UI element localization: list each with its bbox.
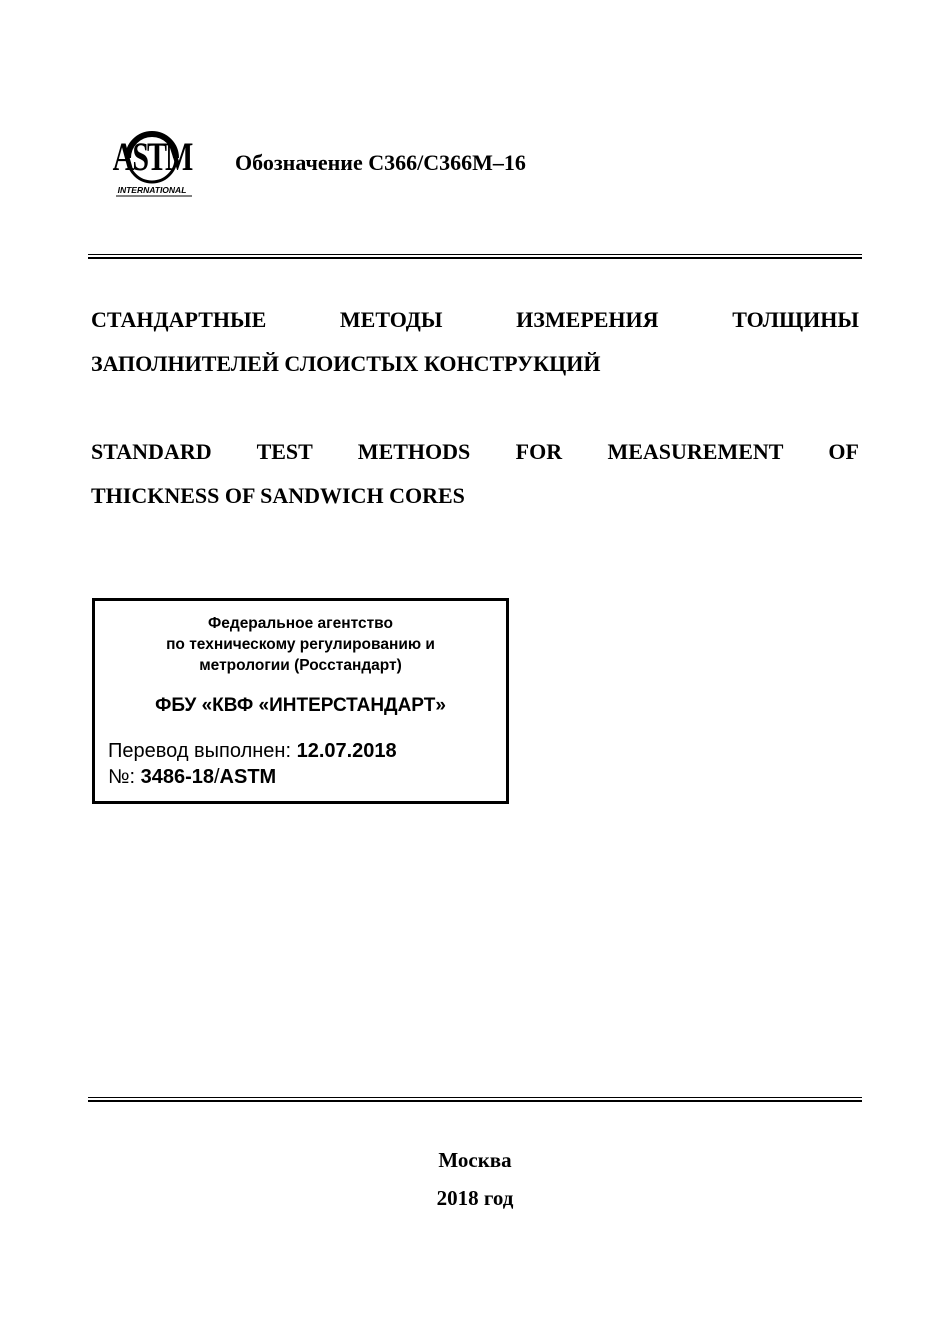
translation-info	[108, 738, 397, 790]
title-russian-line1: СТАНДАРТНЫЕ МЕТОДЫ ИЗМЕРЕНИЯ ТОЛЩИНЫ	[91, 307, 859, 332]
top-divider	[88, 254, 862, 259]
number-value: 3486-18	[140, 766, 214, 788]
svg-text:ASTM: ASTM	[112, 133, 192, 179]
title-english-line2: THICKNESS OF SANDWICH CORES	[91, 483, 465, 508]
title-russian-line2: ЗАПОЛНИТЕЛЕЙ СЛОИСТЫХ КОНСТРУКЦИЙ	[91, 351, 601, 376]
agency-line: Федеральное агентство	[208, 615, 393, 632]
translation-stamp-box	[92, 598, 509, 804]
agency-name	[95, 613, 506, 676]
bottom-divider	[88, 1097, 862, 1102]
number-label: №:	[108, 766, 141, 788]
year: 2018 год	[436, 1186, 514, 1210]
astm-logo-icon	[112, 128, 198, 198]
city: Москва	[438, 1148, 512, 1172]
number-suffix: ASTM	[219, 766, 277, 788]
number-separator: /	[213, 766, 220, 788]
agency-line: по техническому регулированию и	[166, 636, 435, 653]
designation: Обозначение C366/C366M–16	[235, 150, 526, 175]
logo-caption: INTERNATIONAL	[117, 185, 187, 195]
title-russian	[91, 298, 859, 386]
agency-line: метрологии (Росстандарт)	[199, 657, 402, 674]
title-english-line1: STANDARD TEST METHODS FOR MEASUREMENT OF	[91, 439, 859, 464]
organization-name: ФБУ «КВФ «ИНТЕРСТАНДАРТ»	[155, 695, 446, 716]
title-english	[91, 430, 859, 518]
translation-label: Перевод выполнен:	[108, 740, 297, 762]
translation-date: 12.07.2018	[296, 740, 397, 762]
